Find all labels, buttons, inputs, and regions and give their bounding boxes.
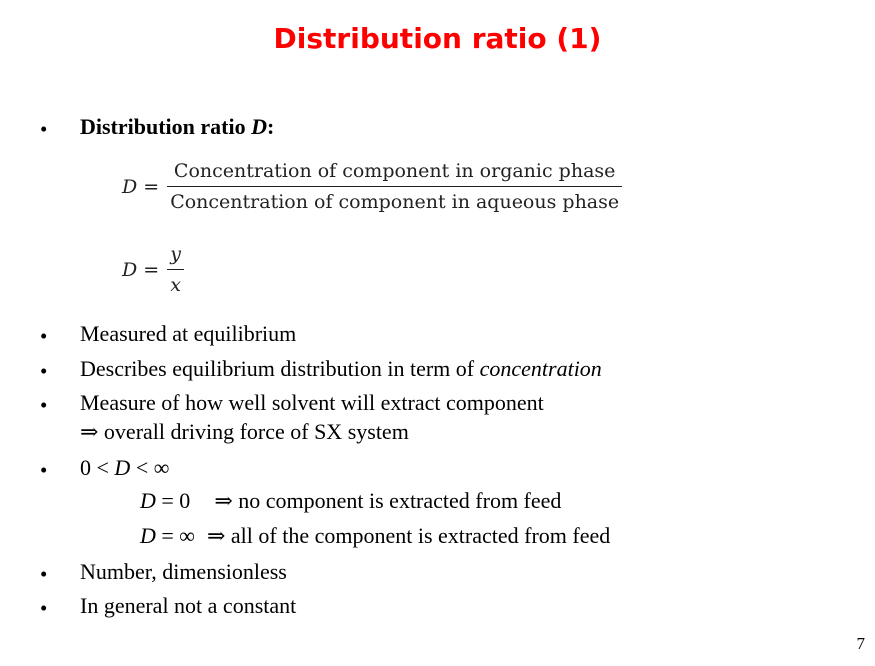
slide-title: Distribution ratio (1) [273, 22, 602, 55]
bullet-dot: • [40, 393, 48, 417]
equation2-numerator: y [167, 243, 184, 270]
case2-equals: = ∞ [155, 523, 195, 548]
equation2-fraction [167, 243, 184, 296]
case1-equals: = 0 [155, 488, 191, 513]
bullet-not-constant: In general not a constant [80, 593, 297, 618]
bullet-dot: • [40, 562, 48, 586]
equation2-lhs: D = [122, 258, 160, 281]
case1-text: no component is extracted from feed [232, 488, 562, 513]
range-lower: 0 < [80, 455, 115, 480]
equation2-denominator: x [170, 274, 181, 296]
bullet-dot: • [40, 458, 48, 482]
case2-text: all of the component is extracted from feed [225, 523, 611, 548]
heading-text: Distribution ratio [80, 114, 252, 139]
definition-heading [80, 116, 274, 138]
equation1-denominator: Concentration of component in aqueous phase [170, 191, 620, 213]
equation1-fraction [167, 160, 622, 213]
range-variable: D [114, 455, 131, 480]
bullet-dot: • [40, 117, 48, 141]
bullet-d-range [80, 457, 169, 479]
heading-suffix: : [267, 114, 275, 139]
bullet-dot: • [40, 324, 48, 348]
bullet-describes-distribution [80, 358, 602, 380]
equation1-lhs: D = [122, 175, 160, 198]
bullet-measure-of-extraction: Measure of how well solvent will extract component [80, 390, 544, 415]
bullet-dot: • [40, 359, 48, 383]
bullet-measured-at-equilibrium: Measured at equilibrium [80, 321, 297, 346]
bullet-dimensionless: Number, dimensionless [80, 559, 287, 584]
case-d-infinity [140, 525, 610, 547]
case1-variable: D [140, 488, 156, 513]
implies-arrow-icon: ⇒ [214, 488, 233, 513]
case2-variable: D [140, 523, 156, 548]
equation1-numerator: Concentration of component in organic phase [167, 160, 622, 187]
bullet-driving-force: ⇒ overall driving force of SX system [80, 419, 409, 444]
equation-concentration-ratio [122, 160, 622, 213]
bullet-dot: • [40, 596, 48, 620]
page-number: 7 [856, 634, 865, 653]
heading-variable: D [251, 114, 268, 139]
range-upper: < ∞ [130, 455, 170, 480]
case-d-zero [140, 490, 561, 512]
bullet-describes-emphasis: concentration [479, 356, 602, 381]
equation-y-over-x [122, 243, 184, 296]
implies-arrow-icon: ⇒ [206, 523, 226, 548]
bullet-describes-text: Describes equilibrium distribution in term of [80, 356, 480, 381]
